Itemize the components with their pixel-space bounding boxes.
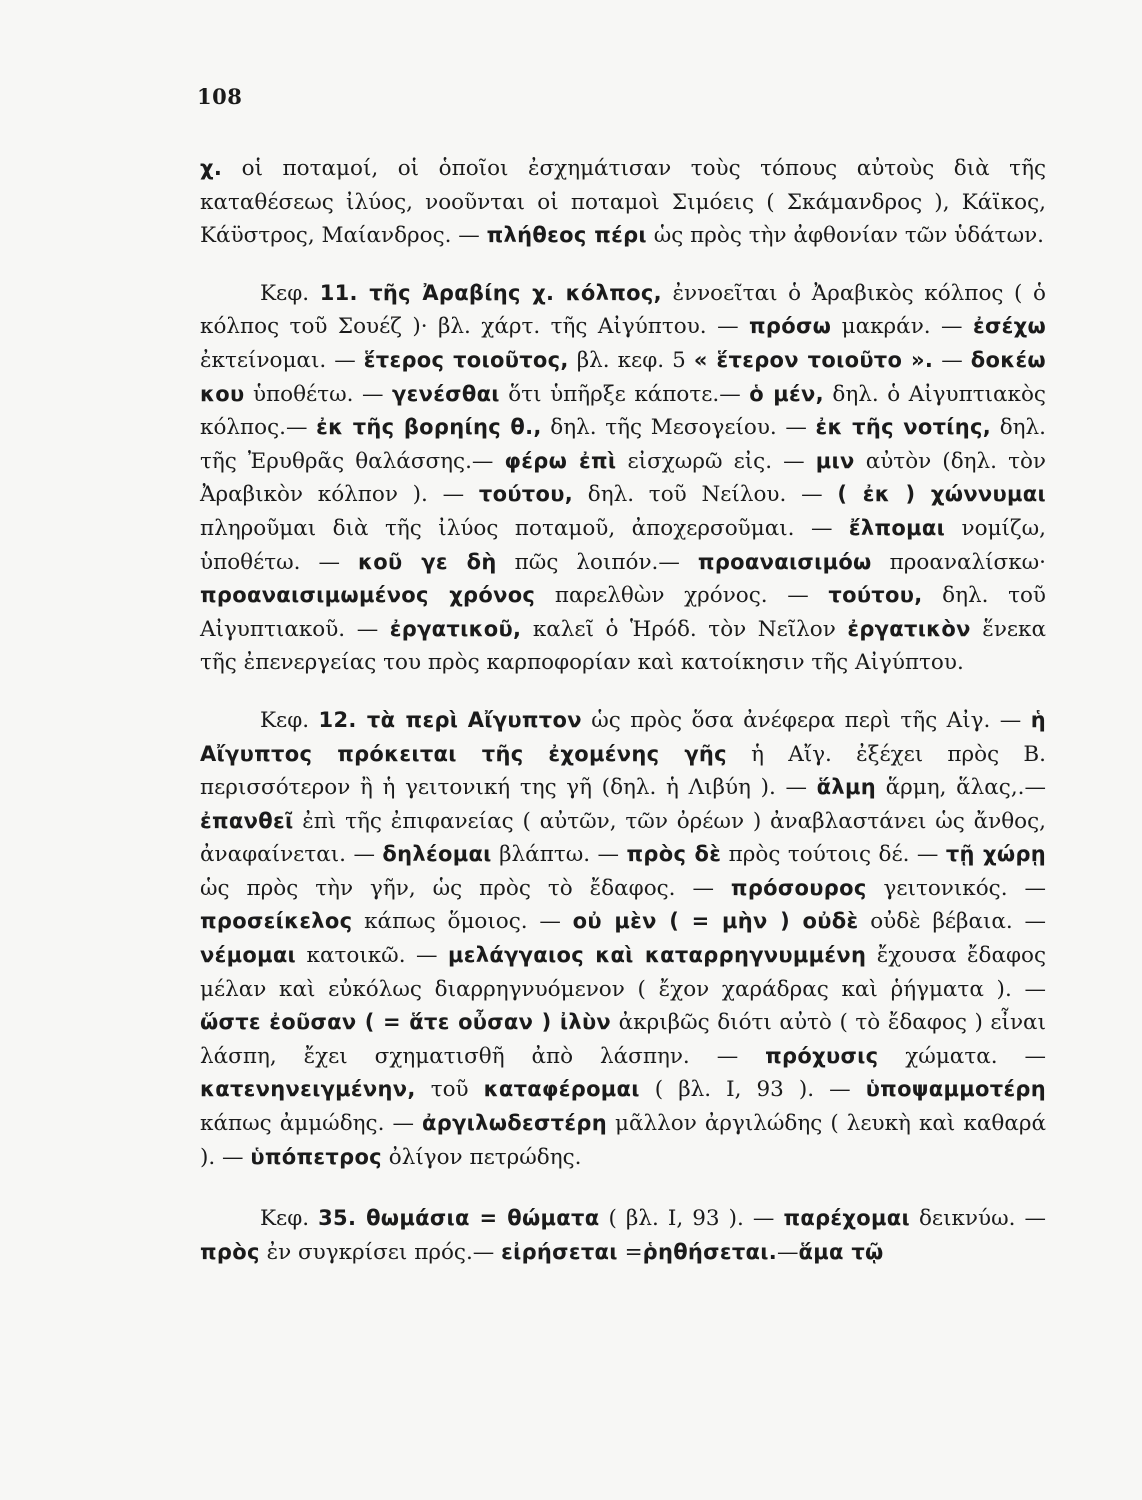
headword: ἀργιλωδεστέρη xyxy=(422,1111,607,1136)
paragraph-4-chapter-35 xyxy=(200,1202,1046,1269)
paragraph-2-chapter-11 xyxy=(200,277,1046,680)
gloss-text: — xyxy=(777,1239,799,1265)
headword: ἡ Αἴγυπτος πρόκειται τῆς ἐχομένης γῆς xyxy=(200,707,1046,766)
headword: παρέχομαι xyxy=(783,1206,910,1231)
gloss-text: ἡ Αἴγ. ἐξέχει πρὸς Β. περισσότερον ἢ ἡ γειτονική της γῆ (δηλ. ἡ Λιβύη ). — xyxy=(200,741,1046,801)
headword: προαναισιμωμένος χρόνος xyxy=(200,583,536,608)
gloss-text: παρελθὼν χρόνος. — xyxy=(535,583,829,609)
gloss-text: ἐν συγκρίσει πρός.— xyxy=(259,1239,502,1265)
headword: πλήθεος πέρι xyxy=(486,223,647,248)
gloss-text: δηλ. ὁ Αἰγυπτιακὸς κόλπος.— xyxy=(200,381,1046,441)
headword: ( ἐκ ) χώννυμαι xyxy=(837,482,1046,507)
gloss-text: κάπως ἀμμώδης. — xyxy=(200,1111,423,1137)
headword: κοῦ γε δὴ xyxy=(358,549,497,574)
gloss-text: δηλ. τοῦ Νείλου. — xyxy=(573,482,838,508)
headword: πρόσω xyxy=(749,314,832,339)
headword: ὥστε ἐοῦσαν ( = ἅτε οὖσαν ) ἰλὺν xyxy=(200,1010,612,1035)
gloss-text: ὀλίγον πετρώδης. xyxy=(381,1144,582,1170)
commentary-text xyxy=(200,152,1046,1269)
headword: ἐργατικοῦ, xyxy=(389,616,522,641)
gloss-text: γειτονικός. — xyxy=(866,875,1046,901)
headword: προαναισιμόω xyxy=(697,549,872,574)
gloss-text: πῶς λοιπόν.— xyxy=(496,549,698,575)
page-number: 108 xyxy=(197,84,243,109)
headword: φέρω ἐπὶ xyxy=(504,448,617,473)
gloss-text: ἅρμη, ἅλας,.— xyxy=(875,775,1047,801)
headword: γενέσθαι xyxy=(392,381,500,406)
gloss-text: = xyxy=(617,1239,643,1265)
headword: ὑποψαμμοτέρη xyxy=(865,1077,1047,1102)
headword: Αἴγυπτον xyxy=(467,707,582,732)
headword: 35. θωμάσια = θώματα xyxy=(318,1206,600,1231)
headword: πρὸς xyxy=(200,1239,260,1264)
headword: 12. τὰ περὶ xyxy=(318,707,459,732)
gloss-text: δηλ. τῆς Ἐρυθρᾶς θαλάσσης.— xyxy=(200,415,1046,474)
headword: οὐ μὲν ( = μὴν ) οὐδὲ xyxy=(572,909,859,934)
gloss-text: καλεῖ ὁ Ἡρόδ. τὸν Νεῖλον xyxy=(521,616,848,642)
gloss-text: οἱ ποταμοί, οἱ ὁποῖοι ἐσχημάτισαν τοὺς τόπους αὐτοὺς διὰ τῆς καταθέσεως ἰλύος, νοοῦνται οἱ ποταμοὶ Σιμόεις ( Σκάμανδρος ), Κάϊκος, Κάϋστρος, Μαίανδρος. — xyxy=(200,156,1046,249)
headword: τούτου, xyxy=(478,482,573,507)
headword: τῇ χώρῃ xyxy=(945,842,1047,867)
gloss-text: ἐπὶ τῆς ἐπιφανείας ( αὐτῶν, τῶν ὀρέων ) ἀναβλαστάνει ὡς ἄνθος, ἀναφαίνεται. — xyxy=(200,808,1046,868)
headword: πρόσουρος xyxy=(730,875,867,900)
headword: ἔλπομαι xyxy=(848,515,946,540)
paragraph-3-chapter-12 xyxy=(200,704,1046,1174)
gloss-text: προαναλίσκω· xyxy=(871,549,1046,575)
gloss-text: ἕνεκα τῆς ἐπενεργείας του πρὸς καρποφορίαν καὶ κατοίκησιν τῆς Αἰγύπτου. xyxy=(200,616,1046,676)
gloss-text xyxy=(458,708,467,733)
headword: ἅλμη xyxy=(816,775,876,800)
gloss-text: ὡς πρὸς τὴν ἀφθονίαν τῶν ὑδάτων. xyxy=(646,223,1045,249)
gloss-text: δηλ. τῆς Μεσογείου. — xyxy=(541,415,816,441)
headword: ἐσέχω xyxy=(972,314,1046,339)
gloss-text: οὐδὲ βέβαια. — xyxy=(858,909,1046,935)
headword: χ. xyxy=(200,156,223,180)
gloss-text: ἀκριβῶς διότι αὐτὸ ( τὸ ἔδαφος ) εἶναι λάσπη, ἔχει σχηματισθῆ ἀπὸ λάσπην. — xyxy=(200,1010,1046,1069)
headword: προσείκελος xyxy=(200,909,353,934)
gloss-text: βλάπτω. — xyxy=(491,842,627,868)
gloss-text: ὡς πρὸς ὅσα ἀνέφερα περὶ τῆς Αἰγ. — xyxy=(581,707,1031,733)
gloss-text: δεικνύω. — xyxy=(909,1206,1046,1232)
headword: ῥηθήσεται. xyxy=(642,1239,778,1264)
headword: τούτου, xyxy=(828,583,923,608)
gloss-text: πρὸς τούτοις δέ. — xyxy=(721,842,946,868)
gloss-text: ὅτι ὑπῆρξε κάποτε.— xyxy=(499,381,750,407)
gloss-text: ὑποθέτω. — xyxy=(244,381,392,407)
gloss-text: Κεφ. xyxy=(260,1206,319,1232)
gloss-text: μᾶλλον ἀργιλώδης ( λευκὴ καὶ καθαρά ). — xyxy=(200,1111,1046,1170)
gloss-text: χώματα. — xyxy=(878,1043,1046,1069)
gloss-text: ἐννοεῖται ὁ Ἀραβικὸς κόλπος ( ὁ κόλπος τοῦ Σουέζ )· βλ. χάρτ. τῆς Αἰγύπτου. — xyxy=(200,280,1047,340)
gloss-text: μακράν. — xyxy=(831,314,973,340)
gloss-text: βλ. κεφ. 5 xyxy=(568,347,694,373)
headword: ὑπόπετρος xyxy=(250,1144,382,1169)
gloss-text: ἐκτείνομαι. — xyxy=(200,347,364,373)
paragraph-1 xyxy=(200,152,1046,253)
headword: ἐργατικὸν xyxy=(847,616,971,641)
gloss-text: πληροῦμαι διὰ τῆς ἰλύος ποταμοῦ, ἀποχερσοῦμαι. — xyxy=(200,515,849,541)
gloss-text: ( βλ. Ι, 93 ). — xyxy=(639,1077,866,1103)
gloss-text: Κεφ. xyxy=(260,280,320,306)
headword: δηλέομαι xyxy=(382,842,492,867)
headword: ἐπανθεῖ xyxy=(200,808,294,833)
headword: μιν xyxy=(815,448,855,473)
gloss-text: δηλ. τοῦ Αἰγυπτιακοῦ. — xyxy=(200,583,1046,642)
gloss-text: Κεφ. xyxy=(260,707,319,733)
gloss-text: νομίζω, ὑποθέτω. — xyxy=(200,515,1046,575)
headword: « ἕτερον τοιοῦτο ». xyxy=(693,347,934,372)
gloss-text: ὡς πρὸς τὴν γῆν, ὡς πρὸς τὸ ἔδαφος. — xyxy=(200,875,731,901)
headword: ἐκ τῆς βορηίης θ., xyxy=(316,415,542,440)
headword: πρόχυσις xyxy=(765,1043,879,1068)
headword: ἐκ τῆς νοτίης, xyxy=(815,415,992,440)
headword: κατενηνειγμένην, xyxy=(200,1077,416,1102)
gloss-text: εἰσχωρῶ εἰς. — xyxy=(616,448,816,474)
headword: δοκέω κου xyxy=(200,347,1046,406)
headword: ἕτερος τοιοῦτος, xyxy=(363,347,569,372)
headword: καταφέρομαι xyxy=(483,1077,640,1102)
headword: μελάγγαιος καὶ καταρρηγνυμμένη xyxy=(448,943,867,968)
headword: νέμομαι xyxy=(200,943,297,968)
gloss-text: αὐτὸν (δηλ. τὸν Ἀραβικὸν κόλπον ). — xyxy=(200,448,1046,508)
headword: 11. τῆς Ἀραβίης χ. κόλπος, xyxy=(319,280,662,305)
headword: ὁ μέν, xyxy=(749,381,824,406)
gloss-text: — xyxy=(933,347,971,373)
headword: ἅμα τῷ xyxy=(798,1239,884,1264)
gloss-text: ( βλ. Ι, 93 ). — xyxy=(599,1206,784,1232)
gloss-text: ἔχουσα ἔδαφος μέλαν καὶ εὐκόλως διαρρηγνυόμενον ( ἔχον χαράδρας καὶ ῥήγματα ). — xyxy=(200,943,1047,1002)
headword: εἰρήσεται xyxy=(501,1239,618,1264)
headword: πρὸς δὲ xyxy=(626,842,722,867)
gloss-text: κατοικῶ. — xyxy=(296,943,449,969)
gloss-text: τοῦ xyxy=(415,1077,484,1103)
gloss-text: κάπως ὅμοιος. — xyxy=(352,909,573,935)
